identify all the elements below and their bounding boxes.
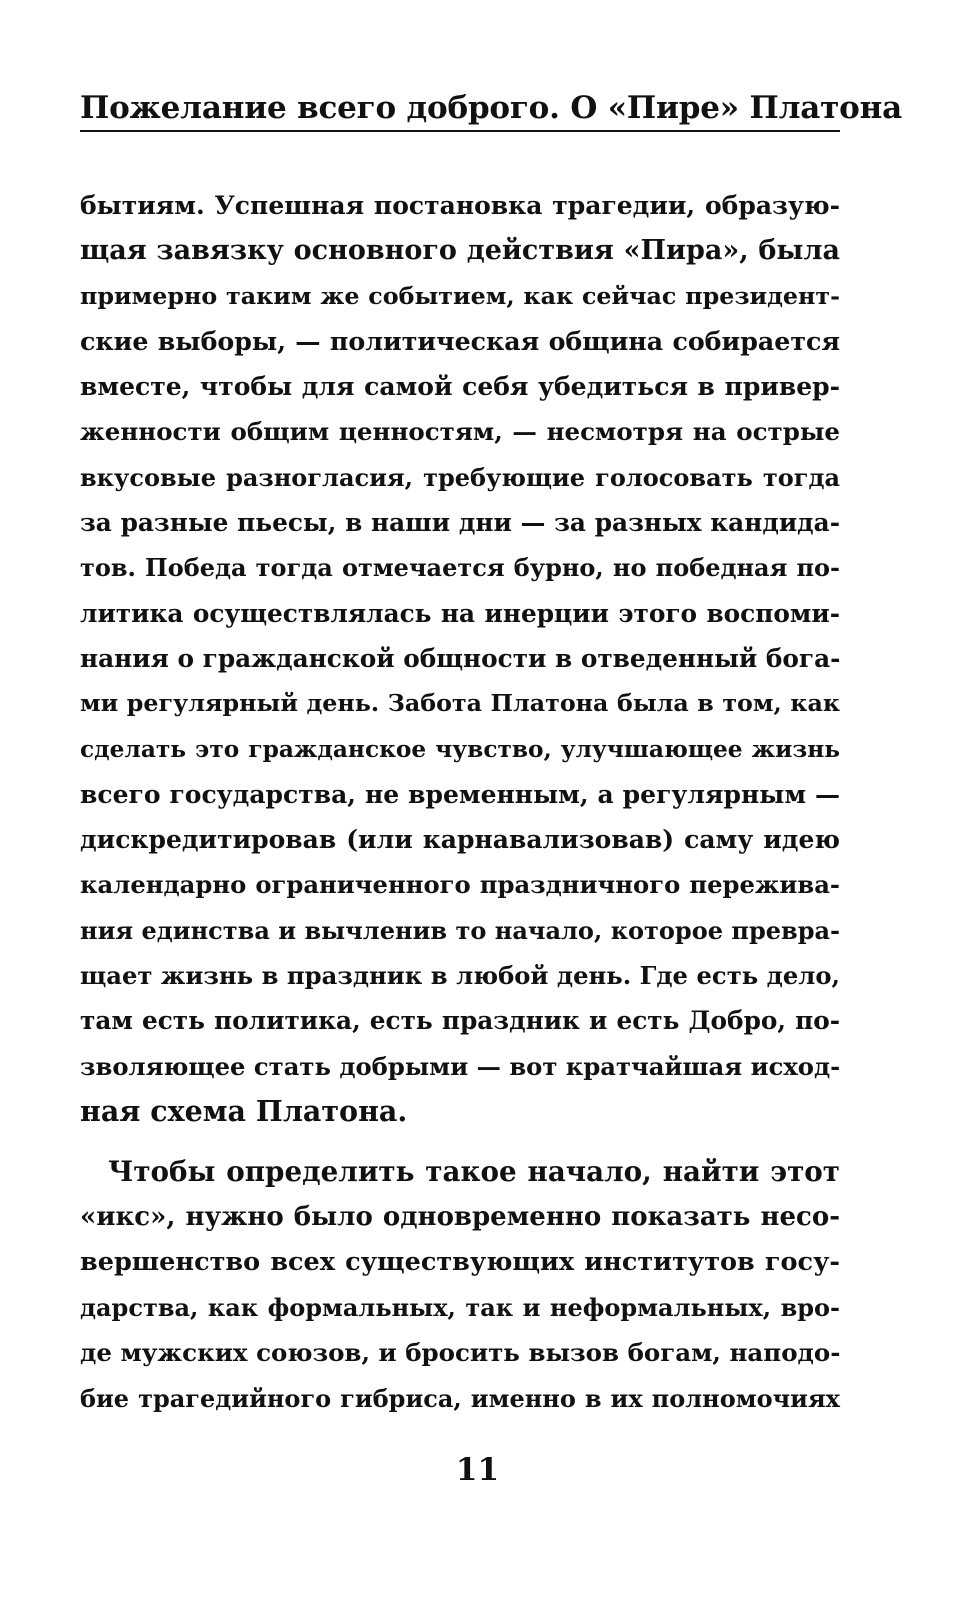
text-line: литика осуществлялась на инерции этого воспоми- bbox=[80, 598, 840, 628]
text-line: дискредитировав (или карнавализовав) саму идею bbox=[80, 825, 840, 855]
text-line: бие трагедийного гибриса, именно в их полномочиях bbox=[80, 1383, 840, 1413]
text-line: вместе, чтобы для самой себя убедиться в привер- bbox=[80, 372, 840, 402]
text-line: зволяющее стать добрыми — вот кратчайшая исход- bbox=[80, 1051, 841, 1081]
text-line: там есть политика, есть праздник и есть Добро, по- bbox=[80, 1006, 840, 1036]
paragraph-1 bbox=[80, 183, 840, 1134]
text-line: женности общим ценностям, — несмотря на острые bbox=[80, 417, 840, 447]
text-line: бытиям. Успешная постановка трагедии, образую- bbox=[80, 191, 840, 220]
text-line: дарства, как формальных, так и неформальных, вро- bbox=[80, 1293, 840, 1323]
text-line: де мужских союзов, и бросить вызов богам, наподо- bbox=[80, 1338, 841, 1368]
text-line: примерно таким же событием, как сейчас президент- bbox=[80, 281, 840, 310]
paragraph-2 bbox=[80, 1149, 840, 1421]
text-line: нания о гражданской общности в отведенный бога- bbox=[80, 643, 841, 673]
text-line: Чтобы определить такое начало, найти этот bbox=[108, 1155, 840, 1189]
text-line: вкусовые разногласия, требующие голосовать тогда bbox=[80, 462, 840, 492]
body-text bbox=[80, 183, 840, 1421]
text-line: ная схема Платона. bbox=[80, 1093, 408, 1128]
text-line: щает жизнь в праздник в любой день. Где есть дело, bbox=[80, 961, 840, 991]
text-line: всего государства, не временным, а регулярным — bbox=[80, 779, 840, 809]
text-line: за разные пьесы, в наши дни — за разных кандида- bbox=[80, 508, 840, 538]
header-rule bbox=[80, 130, 840, 132]
text-line: календарно ограниченного праздничного пережива- bbox=[80, 870, 840, 900]
text-line: тов. Победа тогда отмечается бурно, но победная по- bbox=[80, 553, 840, 583]
text-line: вершенство всех существующих институтов госу- bbox=[80, 1246, 840, 1277]
text-line: ские выборы, — политическая община собирается bbox=[80, 325, 840, 356]
running-head: Пожелание всего доброго. О «Пире» Платона bbox=[80, 90, 903, 126]
paragraph-gap bbox=[80, 1134, 840, 1149]
text-line: сделать это гражданское чувство, улучшающее жизнь bbox=[80, 735, 840, 763]
text-line: «икс», нужно было одновременно показать несо- bbox=[80, 1201, 840, 1232]
text-line: ми регулярный день. Забота Платона была в том, как bbox=[80, 689, 840, 718]
text-line: ния единства и вычленив то начало, которое превра- bbox=[80, 915, 840, 945]
text-line: щая завязку основного действия «Пира», была bbox=[80, 235, 840, 267]
page-number: 11 bbox=[455, 1452, 500, 1488]
